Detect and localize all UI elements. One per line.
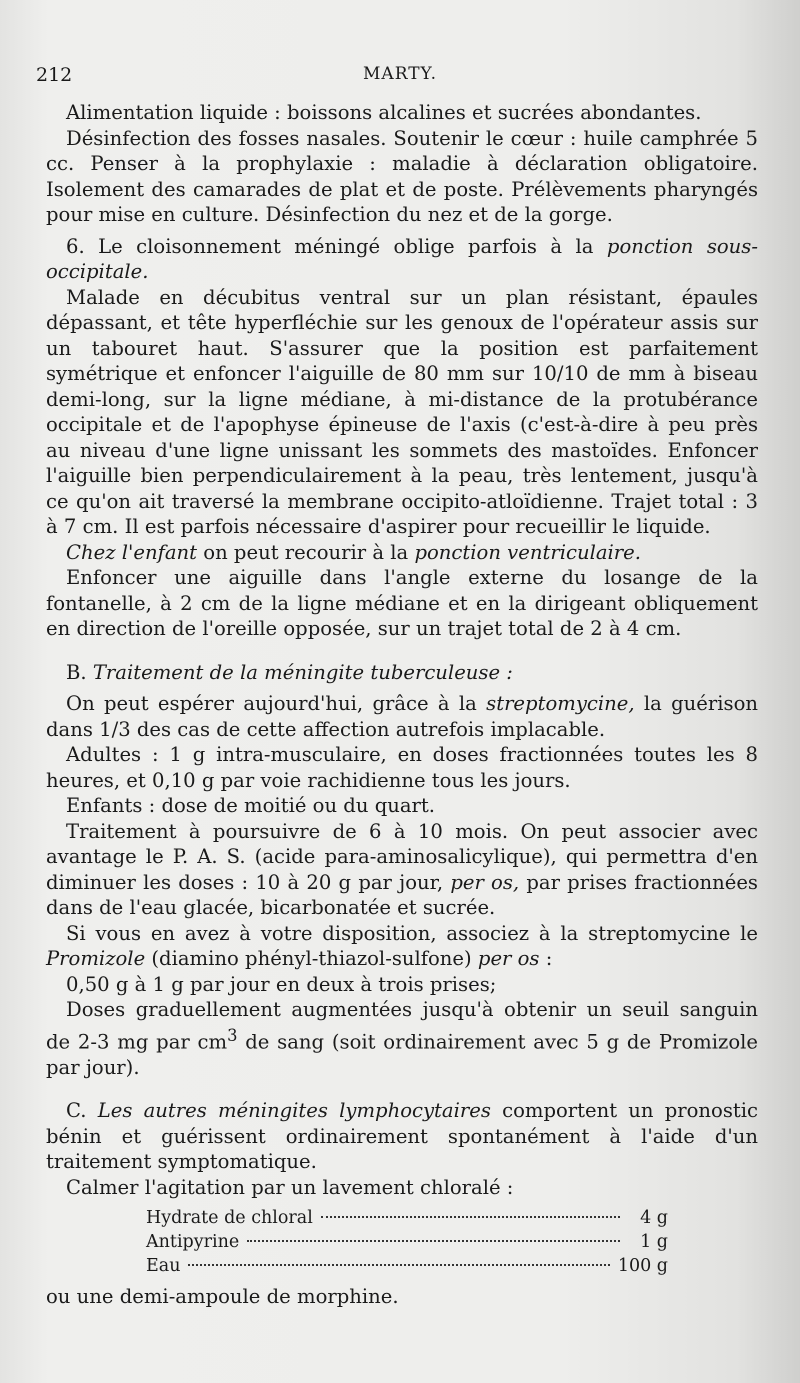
paragraph: [46, 691, 758, 742]
emphasis: Promizole: [46, 947, 146, 970]
ingredient-name: Antipyrine: [146, 1232, 240, 1253]
text-run: comportent un pronostic bénin et guérissent ordinairement spontanément à l'aide d'un traitement symptomatique.: [46, 1099, 759, 1174]
running-head: MARTY.: [363, 64, 437, 84]
section-letter: B.: [66, 660, 93, 684]
text-run: la guérison dans 1/3 des cas de cette affection autrefois implacable.: [46, 692, 758, 741]
text-run: par prises fractionnées dans de l'eau glacée, bicarbonatée et sucrée.: [46, 870, 758, 919]
prescription-list: [146, 1206, 668, 1278]
paragraph: Désinfection des fosses nasales. Soutenir le cœur : huile camphrée 5 cc. Penser à la prophylaxie : maladie à déclaration obligatoire. Isolement des camarades de plat et de poste. Prélèvements pharyngés pour mise en culture. Désinfection du nez et de la gorge.: [46, 126, 758, 226]
text-run: 6. Le cloisonnement méningé oblige parfois à la: [66, 234, 607, 258]
page-number: 212: [36, 64, 73, 86]
text-run: Traitement à poursuivre de 6 à 10 mois. On peut associer avec avantage le P. A. S. (acide para-aminosalicylique), qui permettra d'en diminuer les doses : 10 à 20 g par jour,: [46, 819, 758, 894]
text-run: on peut recourir à la: [197, 540, 415, 564]
dot-leader: [247, 1240, 620, 1242]
page-header: [36, 64, 764, 94]
paragraph: [46, 819, 758, 921]
paragraph: Malade en décubitus ventral sur un plan résistant, épaules dépassant, et tête hyperfléchie sur les genoux de l'opérateur assis sur un tabouret haut. S'assurer que la position est parfaitement symétrique et enfoncer l'aiguille de 80 mm sur 10/10 de mm à biseau demi-long, sur la ligne médiane, à mi-distance de la protubérance occipitale et de l'apophyse épineuse de l'axis (c'est-à-dire à peu près au niveau d'une ligne unissant les sommets des mastoïdes. Enfoncer l'aiguille bien perpendiculairement à la peau, très lentement, jusqu'à ce qu'on ait traversé la membrane occipito-atloïdienne. Trajet total : 3 à 7 cm. Il est parfois nécessaire d'aspirer pour recueillir le liquide.: [46, 285, 758, 538]
emphasis: per os: [477, 947, 540, 970]
paragraph-puncture-heading: [46, 234, 758, 285]
text-run: :: [539, 947, 553, 970]
paragraph: [46, 997, 758, 1080]
paragraph: Calmer l'agitation par un lavement chloralé :: [66, 1175, 514, 1199]
emphasis: ponction sous-occipitale.: [46, 234, 758, 283]
paragraph: Enfoncer une aiguille dans l'angle externe du losange de la fontanelle, à 2 cm de la ligne médiane et en la dirigeant obliquement en direction de l'oreille opposée, sur un trajet total de 2 à 4 cm.: [46, 566, 758, 640]
emphasis: ponction ventriculaire.: [414, 540, 641, 564]
section-heading-b: [46, 660, 758, 686]
text-run: Doses graduellement augmentées jusqu'à obtenir un seuil sanguin de 2-3 mg par cm: [46, 998, 758, 1054]
text-run: Si vous en avez à votre disposition, associez à la streptomycine le: [66, 921, 758, 945]
paragraph: [46, 921, 758, 972]
emphasis: per os,: [450, 870, 520, 894]
superscript: 3: [227, 1025, 238, 1045]
prescription-row: [146, 1230, 668, 1254]
dot-leader: [188, 1264, 609, 1266]
section-title: Traitement de la méningite tuberculeuse :: [92, 660, 513, 684]
paragraph: ou une demi-ampoule de morphine.: [46, 1285, 399, 1309]
ingredient-name: Eau: [146, 1256, 181, 1277]
ingredient-dose: 100 g: [617, 1256, 668, 1277]
section-letter: C.: [66, 1099, 98, 1123]
text-run: On peut espérer aujourd'hui, grâce à la: [66, 692, 487, 715]
section-c-paragraph: [46, 1098, 758, 1175]
ingredient-dose: 4 g: [640, 1208, 668, 1229]
paragraph: 0,50 g à 1 g par jour en deux à trois prises;: [66, 972, 497, 996]
paragraph: [46, 540, 758, 566]
prescription-row: [146, 1206, 668, 1230]
dot-leader: [321, 1216, 620, 1218]
paragraph: Adultes : 1 g intra-musculaire, en doses fractionnées toutes les 8 heures, et 0,10 g par voie rachidienne tous les jours.: [46, 743, 758, 792]
paragraph: Alimentation liquide : boissons alcalines et sucrées abondantes.: [66, 101, 702, 124]
text-run: de sang (soit ordinairement avec 5 g de Promizole par jour).: [46, 1030, 758, 1079]
ingredient-name: Hydrate de chloral: [146, 1208, 313, 1229]
prescription-row: [146, 1254, 668, 1278]
text-run: (diamino phényl-thiazol-sulfone): [145, 947, 478, 970]
page-body: [46, 100, 758, 1310]
ingredient-dose: 1 g: [640, 1232, 668, 1253]
emphasis: streptomycine,: [486, 692, 635, 715]
section-title: Les autres méningites lymphocytaires: [97, 1099, 491, 1123]
emphasis: Chez l'enfant: [66, 540, 198, 564]
paragraph: Enfants : dose de moitié ou du quart.: [66, 794, 435, 817]
